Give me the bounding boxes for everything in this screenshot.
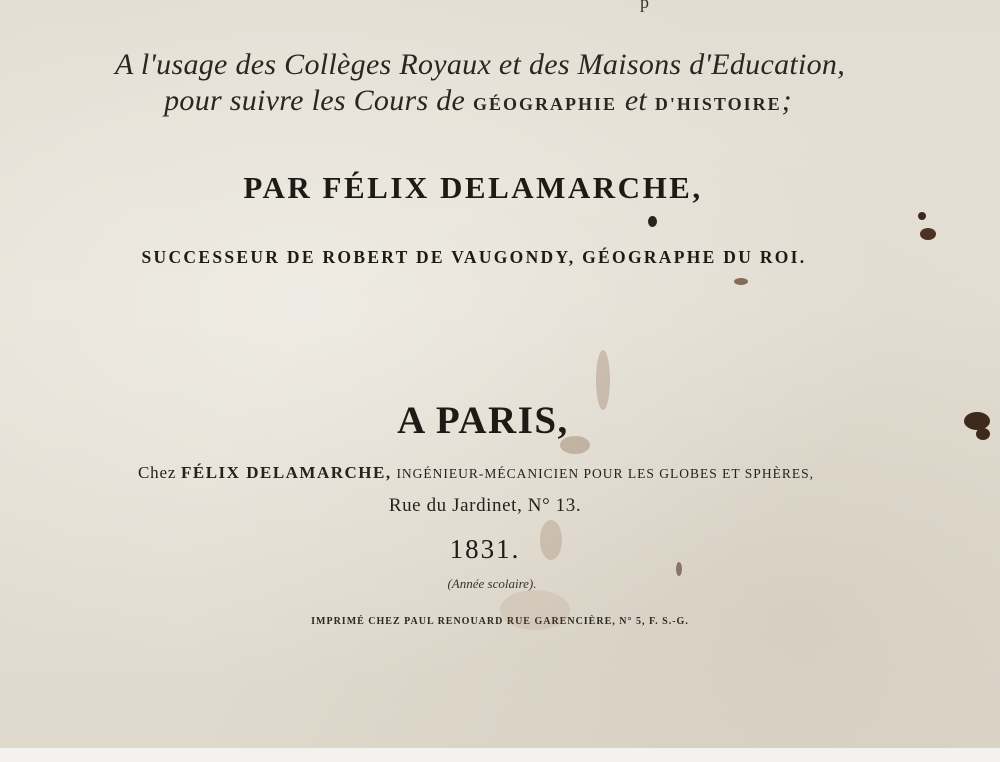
- subtitle-semicolon: ;: [781, 84, 792, 117]
- printer-line: IMPRIMÉ CHEZ PAUL RENOUARD RUE GARENCIÈRE, N° 5, F. S.-G.: [311, 616, 689, 627]
- foxing-stain: [560, 436, 590, 454]
- subtitle-line-1: A l'usage des Collèges Royaux et des Maisons d'Education,: [114, 48, 846, 81]
- subtitle-line-2: [8, 84, 948, 121]
- school-year-note: (Année scolaire).: [447, 576, 537, 591]
- subtitle-et: et: [624, 84, 648, 117]
- successor-line: SUCCESSEUR DE ROBERT DE VAUGONDY, GÉOGRAPHE DU ROI.: [141, 247, 807, 267]
- author-line: PAR FÉLIX DELAMARCHE,: [243, 170, 703, 205]
- ink-spot: [918, 212, 926, 220]
- foxing-stain: [596, 350, 610, 410]
- publisher-name: FÉLIX DELAMARCHE,: [181, 463, 392, 482]
- publisher-line: [96, 463, 856, 483]
- subtitle-history: D'HISTOIRE: [654, 94, 782, 114]
- page-edge: [0, 748, 1000, 762]
- ink-spot: [964, 412, 990, 430]
- ink-spot: [920, 228, 936, 240]
- cut-off-text: p: [640, 0, 649, 12]
- ink-spot: [648, 216, 657, 227]
- ink-spot: [734, 278, 748, 285]
- foxing-stain: [676, 562, 682, 576]
- subtitle-geography: GÉOGRAPHIE: [472, 94, 617, 114]
- publisher-occupation: INGÉNIEUR-MÉCANICIEN POUR LES GLOBES ET SPHÈRES,: [396, 466, 814, 481]
- publisher-chez: Chez: [138, 463, 177, 482]
- street-address: Rue du Jardinet, N° 13.: [388, 495, 582, 516]
- ink-spot: [976, 428, 990, 440]
- publication-year: 1831.: [449, 534, 521, 564]
- foxing-stain: [540, 520, 562, 560]
- subtitle-line-2-start: pour suivre les Cours de: [164, 84, 466, 117]
- place-of-publication: A PARIS,: [397, 399, 569, 442]
- foxing-stain: [500, 590, 570, 630]
